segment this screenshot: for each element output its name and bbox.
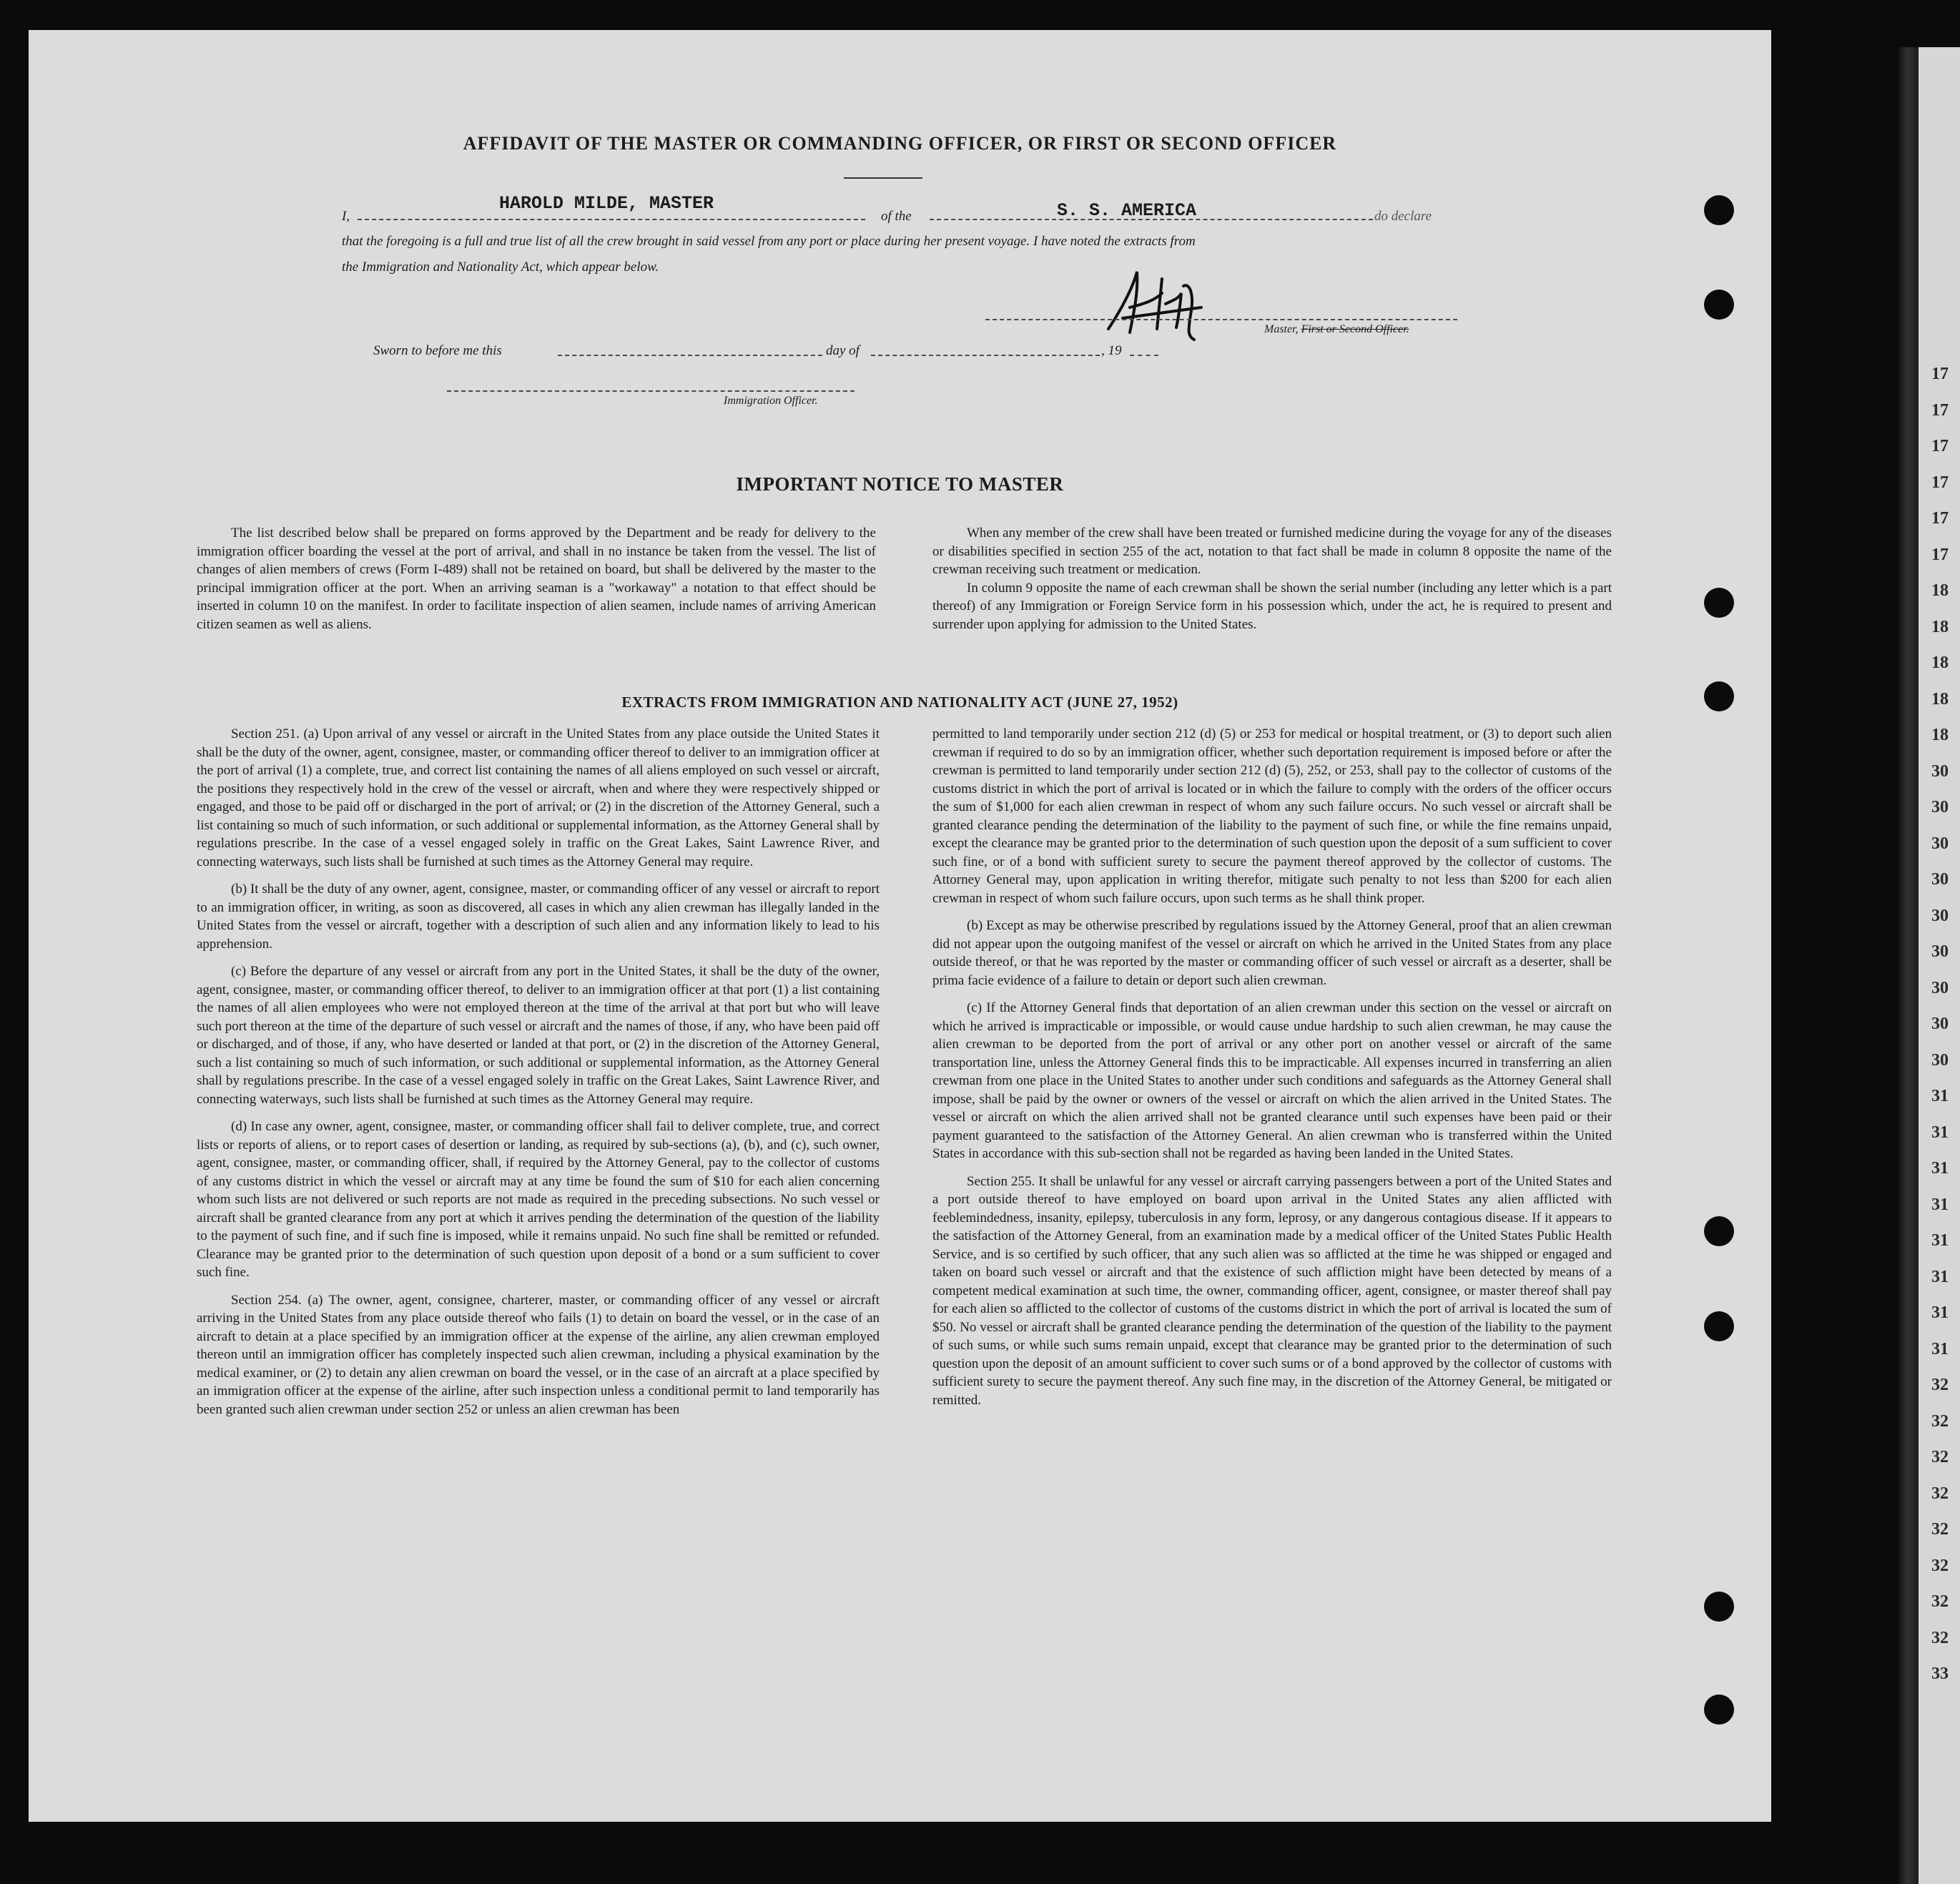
binder-hole (1704, 290, 1734, 320)
adjacent-page-number: 31 (1931, 1123, 1949, 1142)
adjacent-page-number: 32 (1931, 1520, 1949, 1539)
section-254a: Section 254. (a) The owner, agent, consignee, charterer, master, or commanding officer of any vessel or aircraft arriving in the United States from any place outside thereof who fails (1) to detain on board the vessel, or in the case of an aircraft to detain at a place specified by an immigration officer at the expense of the airline, any alien crewman employed thereon until an immigration officer has completely inspected such alien crewman, including a physical examination by the medical examiner, or (2) to detain any alien crewman on board the vessel, or in the case of an aircraft at a place specified by an immigration officer at the expense of the airline, after such inspection unless a conditional permit to land temporarily has been granted such alien crewman under section 252 or unless an alien crewman has been (197, 1292, 880, 1417)
binder-hole (1704, 1311, 1734, 1341)
notice-left-paragraph: The list described below shall be prepared on forms approved by the Department and be ready for delivery to the immigration officer boarding the vessel at the port of arrival, and shall in no instance be taken from the vessel. The list of changes of alien members of crews (Form I-489) shall not be retained on board, but shall be delivered by the master to the principal immigration officer at the port. When an arriving seaman is a "workaway" a notation to that effect should be inserted in column 10 on the manifest. In order to facilitate inspection of alien seamen, include names of arriving American citizen seamen as well as aliens. (197, 526, 876, 632)
year-line (1130, 355, 1158, 356)
master-signature (1094, 265, 1223, 350)
adjacent-page-number: 31 (1931, 1159, 1949, 1178)
extracts-title: EXTRACTS FROM IMMIGRATION AND NATIONALITY ACT (JUNE 27, 1952) (621, 694, 1178, 711)
adjacent-page-number: 31 (1931, 1303, 1949, 1322)
of-the-label: of the (881, 209, 912, 224)
signature-caption (1264, 323, 1409, 336)
master-name-line (358, 219, 865, 220)
adjacent-page-number: 17 (1931, 473, 1949, 492)
page-gutter (1899, 47, 1919, 1884)
master-name-field: HAROLD MILDE, MASTER (499, 193, 714, 214)
adjacent-page-number: 17 (1931, 400, 1949, 420)
binder-hole (1704, 1695, 1734, 1725)
adjacent-page-number: 31 (1931, 1195, 1949, 1214)
adjacent-page-number: 31 (1931, 1231, 1949, 1250)
notice-title: IMPORTANT NOTICE TO MASTER (736, 473, 1064, 495)
section-254c: (c) If the Attorney General finds that deportation of an alien crewman under this section on the vessel or aircraft on which he arrived is impracticable or impossible, or would cause undue hardship to such alien crewman, he may cause the alien crewman to be deported from the port of arrival or any other port on another vessel or aircraft of the same transportation line, unless the Attorney General finds this to be impracticable. All expenses incurred in transferring an alien crewman from one place in the United States to another under such conditions and safeguards as the Attorney General shall impose, shall be paid by the owner or owners of the vessel or aircraft on which the alien arrived in the United States. The vessel or aircraft on which the alien arrived shall not be granted clearance until such expenses have been paid or their payment guaranteed to the satisfaction of the Attorney General. An alien crewman who is transferred within the United States in accordance with this sub-section shall not be regarded as having been landed in the United States. (932, 1000, 1612, 1161)
adjacent-page-number: 30 (1931, 870, 1949, 889)
section-251b: (b) It shall be the duty of any owner, agent, consignee, master, or commanding officer of any vessel or aircraft to report to an immigration officer, in writing, as soon as discovered, all cases in which any alien crewman has illegally landed in the United States from the vessel or aircraft, together with a description of such alien and any information likely to lead to his apprehension. (197, 882, 880, 952)
adjacent-page-number: 32 (1931, 1592, 1949, 1611)
adjacent-page-number: 31 (1931, 1087, 1949, 1105)
adjacent-page-number: 32 (1931, 1628, 1949, 1647)
adjacent-page-number: 30 (1931, 798, 1949, 817)
title-divider (844, 177, 922, 179)
sworn-label: Sworn to before me this (373, 343, 502, 358)
adjacent-page-number: 32 (1931, 1376, 1949, 1394)
section-251d: (d) In case any owner, agent, consignee, master, or commanding officer shall fail to deliver complete, true, and correct lists or reports of aliens, or to report cases of desertion or landing, as required by sub-sections (a), (b), and (c), such owner, agent, consignee, master, or commanding officer, shall, if required by the Attorney General, pay to the collector of customs of any customs district in which the vessel or aircraft may at any time be found the sum of $10 for each alien concerning whom such lists are not delivered or such reports are not made as required in the preceding subsections. No such vessel or aircraft shall be granted clearance from any port at which it arrives pending the determination of the question of the liability to the payment of such fine, and if such fine is imposed, while it remains unpaid. No such fine shall be remitted or refunded. Clearance may be granted prior to the determination of such question upon deposit of a bond or a sum sufficient to cover such fine. (197, 1119, 880, 1280)
extracts-right-column (932, 725, 1612, 1409)
sworn-month-line (871, 355, 1100, 356)
caption-master: Master, (1264, 323, 1299, 335)
vessel-name-field: S. S. AMERICA (1057, 200, 1197, 221)
sworn-day-line (558, 355, 822, 356)
notice-right-paragraph-1: When any member of the crew shall have been treated or furnished medicine during the voyage for any of the diseases or disabilities specified in section 255 of the act, notation to that fact shall be made in column 8 opposite the name of the crewman receiving such treatment or medication. (932, 526, 1612, 577)
section-251c: (c) Before the departure of any vessel or aircraft from any port in the United States, it shall be the duty of the owner, agent, consignee, master, or commanding officer thereof, to deliver to an immigration officer at that port (1) a list containing the names of all alien employees who were not employed thereon at the time of the arrival at that port but who will leave such port thereon at the time of the departure of such vessel or aircraft and the names of those, if any, who have been paid off or discharged, and of those, if any, who have deserted or landed at that port, or (2) in the discretion of the Attorney General, such a list containing so much of such information, or such additional or supplemental information, as the Attorney General shall by regulations prescribe. In the case of a vessel engaged solely in traffic on the Great Lakes, Saint Lawrence River, and connecting waterways, such lists shall be furnished at such times as the Attorney General may require. (197, 964, 880, 1107)
signature-line (985, 319, 1457, 320)
adjacent-page-number: 32 (1931, 1448, 1949, 1466)
adjacent-page-number: 31 (1931, 1339, 1949, 1358)
section-251a: Section 251. (a) Upon arrival of any vessel or aircraft in the United States from any place outside the United States it shall be the duty of the owner, agent, consignee, master, or commanding officer thereof to deliver to an immigration officer at the port of arrival (1) a complete, true, and correct list containing the names of all aliens employed on such vessel or aircraft, the positions they respectively hold in the crew of the vessel or aircraft, when and where they were respectively shipped or engaged, and those to be paid off or discharged in the port of arrival; or (2) in the discretion of the Attorney General, such a list containing so much of such information, or such additional or supplemental information, as the Attorney General shall by regulations prescribe. In the case of a vessel engaged solely in traffic on the Great Lakes, Saint Lawrence River, and connecting waterways, such lists shall be furnished at such times as the Attorney General may require. (197, 726, 880, 869)
notice-right-column (932, 524, 1612, 633)
adjacent-page-number: 31 (1931, 1267, 1949, 1286)
statement-line-2: the Immigration and Nationality Act, which appear below. (342, 260, 659, 275)
binder-hole (1704, 1592, 1734, 1622)
immigration-officer-caption: Immigration Officer. (724, 395, 818, 407)
adjacent-page-number: 32 (1931, 1484, 1949, 1503)
section-254b: (b) Except as may be otherwise prescribed by regulations issued by the Attorney General, proof that an alien crewman did not appear upon the outgoing manifest of the vessel or aircraft on which he arrived in the United States from any place outside thereof, or that he was reported by the master or commanding officer of such vessel or aircraft as a deserter, shall be prima facie evidence of a failure to detain or deport such alien crewman. (932, 918, 1612, 988)
adjacent-page-number: 30 (1931, 1015, 1949, 1033)
adjacent-page-number: 30 (1931, 906, 1949, 925)
adjacent-page-number: 33 (1931, 1664, 1949, 1683)
adjacent-page-number: 18 (1931, 581, 1949, 600)
extracts-left-column (197, 725, 880, 1419)
statement-line-1: that the foregoing is a full and true list of all the crew brought in said vessel from any port or place during her present voyage. I have noted the extracts from (342, 234, 1196, 249)
adjacent-page-number: 18 (1931, 689, 1949, 709)
caption-officer-struck: First or Second Officer. (1301, 323, 1409, 335)
adjacent-page-number: 17 (1931, 509, 1949, 528)
adjacent-page-number: 30 (1931, 978, 1949, 997)
binder-hole (1704, 195, 1734, 225)
adjacent-page-number: 17 (1931, 545, 1949, 564)
year-label: , 19 (1101, 343, 1122, 358)
adjacent-page-number: 30 (1931, 834, 1949, 853)
day-of-label: day of (826, 343, 860, 358)
notice-right-paragraph-2: In column 9 opposite the name of each crewman shall be shown the serial number (including any letter which is a part thereof) of any Immigration or Foreign Service form in his possession which, under the act, he is required to present and surrender upon applying for admission to the United States. (932, 580, 1612, 632)
officer-signature-line (447, 390, 855, 392)
adjacent-page-number: 18 (1931, 617, 1949, 636)
adjacent-page-number: 30 (1931, 1050, 1949, 1070)
adjacent-page-number: 17 (1931, 365, 1949, 383)
section-254a-continued: permitted to land temporarily under section 212 (d) (5) or 253 for medical or hospital treatment, or (3) to deport such alien crewman if required to do so by an immigration officer, whether such deportation requirement is imposed before or after the crewman is permitted to land temporarily under section 212 (d) (5), 252, or 253, shall pay to the collector of customs of the customs district in which the port of arrival is located or in which the failure to comply with the orders of the officer occurs the sum of $1,000 for each alien crewman in respect of whom any such failure occurs. No such vessel or aircraft shall be granted clearance pending the determination of the liability to the payment of such fine, or while the fine remains unpaid, except the clearance may be granted prior to the determination of such question upon the deposit of a sum sufficient to cover such fine, or of a bond with sufficient surety to secure the payment thereof approved by the collector of customs. The Attorney General may, upon application in writing therefor, mitigate such penalty to not less than $200 for each alien crewman in respect of whom such failure occurs, upon such terms as he shall think proper. (932, 726, 1612, 906)
binder-hole (1704, 588, 1734, 618)
adjacent-page-number: 32 (1931, 1556, 1949, 1575)
adjacent-page-number: 30 (1931, 761, 1949, 781)
section-255: Section 255. It shall be unlawful for any vessel or aircraft carrying passengers between a port of the United States and a port outside thereof to have employed on board upon arrival in the United States any alien afflicted with feeblemindedness, insanity, epilepsy, tuberculosis in any form, leprosy, or any dangerous contagious disease. If it appears to the satisfaction of the Attorney General, from an examination made by a medical officer of the United States Public Health Service, and is so certified by such officer, that any such alien was so afflicted at the time he was shipped or engaged and taken on board such vessel or aircraft and that the existence of such affliction might have been detected by means of a competent medical examination at such time, the owner, commanding officer, agent, consignee, or master thereof shall pay for each alien so afflicted to the collector of customs of the customs district in which the port of arrival is located the sum of $50. No vessel or aircraft shall be granted clearance pending the determination of the question of the liability to the payment of such sums, or while such sums remain unpaid, except that clearance may be granted prior to the determination of such question upon the deposit of an amount sufficient to cover such sums or of a bond approved by the collector of customs with sufficient surety to secure the payment thereof. Any such fine may, in the discretion of the Attorney General, be mitigated or remitted. (932, 1173, 1612, 1408)
affidavit-title: AFFIDAVIT OF THE MASTER OR COMMANDING OFFICER, OR FIRST OR SECOND OFFICER (463, 133, 1337, 154)
adjacent-page-number: 18 (1931, 726, 1949, 744)
adjacent-page-number: 32 (1931, 1411, 1949, 1431)
binder-hole (1704, 1216, 1734, 1246)
notice-left-column (197, 524, 876, 633)
adjacent-page-number: 17 (1931, 437, 1949, 455)
do-declare-label: do declare (1374, 209, 1432, 224)
adjacent-page-number: 18 (1931, 654, 1949, 672)
prefix-i: I, (342, 209, 350, 224)
adjacent-page-number: 30 (1931, 942, 1949, 961)
